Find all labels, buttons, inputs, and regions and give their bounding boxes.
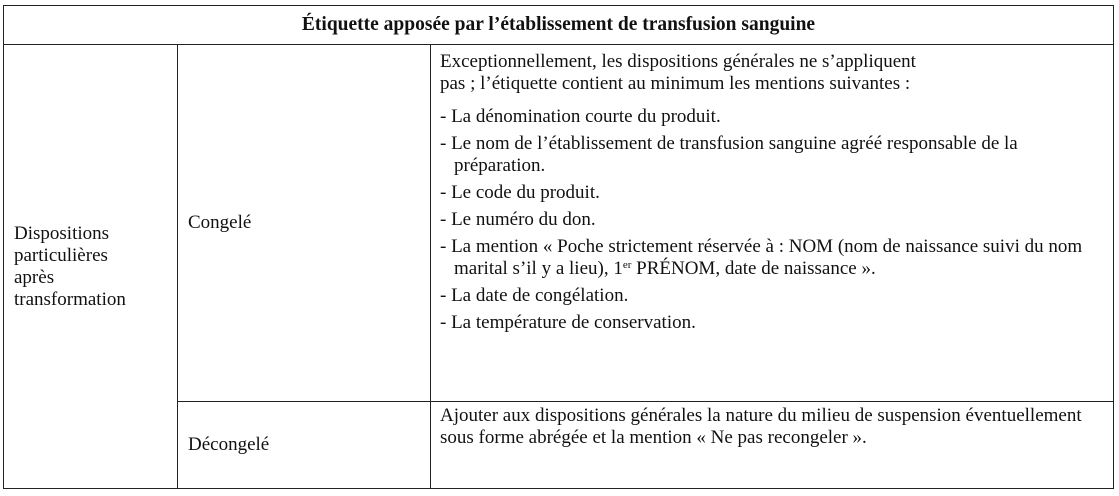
congele-content [431, 45, 1114, 402]
congele-row [4, 45, 1114, 402]
congele-label: Congelé [178, 45, 431, 402]
mention-superscript: er [622, 259, 632, 271]
decongele-text: Ajouter aux dispositions générales la nature du milieu de suspension éventuellement sous forme abrégée et la mention « Ne pas recongeler ». [440, 405, 1082, 448]
section-label-line: Dispositions [14, 222, 110, 244]
list-item: - Le nom de l’établissement de transfusion sanguine agréé responsable de la préparation. [440, 133, 1018, 176]
section-label-line: transformation [14, 288, 126, 310]
list-item: - La dénomination courte du produit. [440, 106, 721, 127]
list-item [440, 236, 1103, 280]
list-item: - Le numéro du don. [440, 209, 596, 230]
intro-line: pas ; l’étiquette contient au minimum les mentions suivantes : [440, 73, 911, 94]
congele-intro [440, 51, 1103, 95]
decongele-label: Décongelé [178, 402, 431, 489]
section-label-line: particulières [14, 244, 108, 266]
table-title: Étiquette apposée par l’établissement de transfusion sanguine [4, 6, 1114, 45]
list-item: - La date de congélation. [440, 285, 629, 306]
list-item: - La température de conservation. [440, 312, 696, 333]
list-item: - Le code du produit. [440, 182, 600, 203]
congele-mentions-list [440, 106, 1103, 334]
intro-line: Exceptionnellement, les dispositions générales ne s’appliquent [440, 51, 916, 72]
decongele-content [431, 402, 1114, 489]
mention-text-end: PRÉNOM, date de naissance ». [631, 258, 876, 279]
table-header-row [4, 6, 1114, 45]
label-requirements-table [3, 5, 1114, 489]
mention-text: - La mention « Poche strictement réservée à : NOM (nom de naissance suivi du nom marital s’il y a lieu), 1 [440, 236, 1083, 279]
section-label [4, 45, 178, 489]
section-label-line: après [14, 266, 55, 288]
